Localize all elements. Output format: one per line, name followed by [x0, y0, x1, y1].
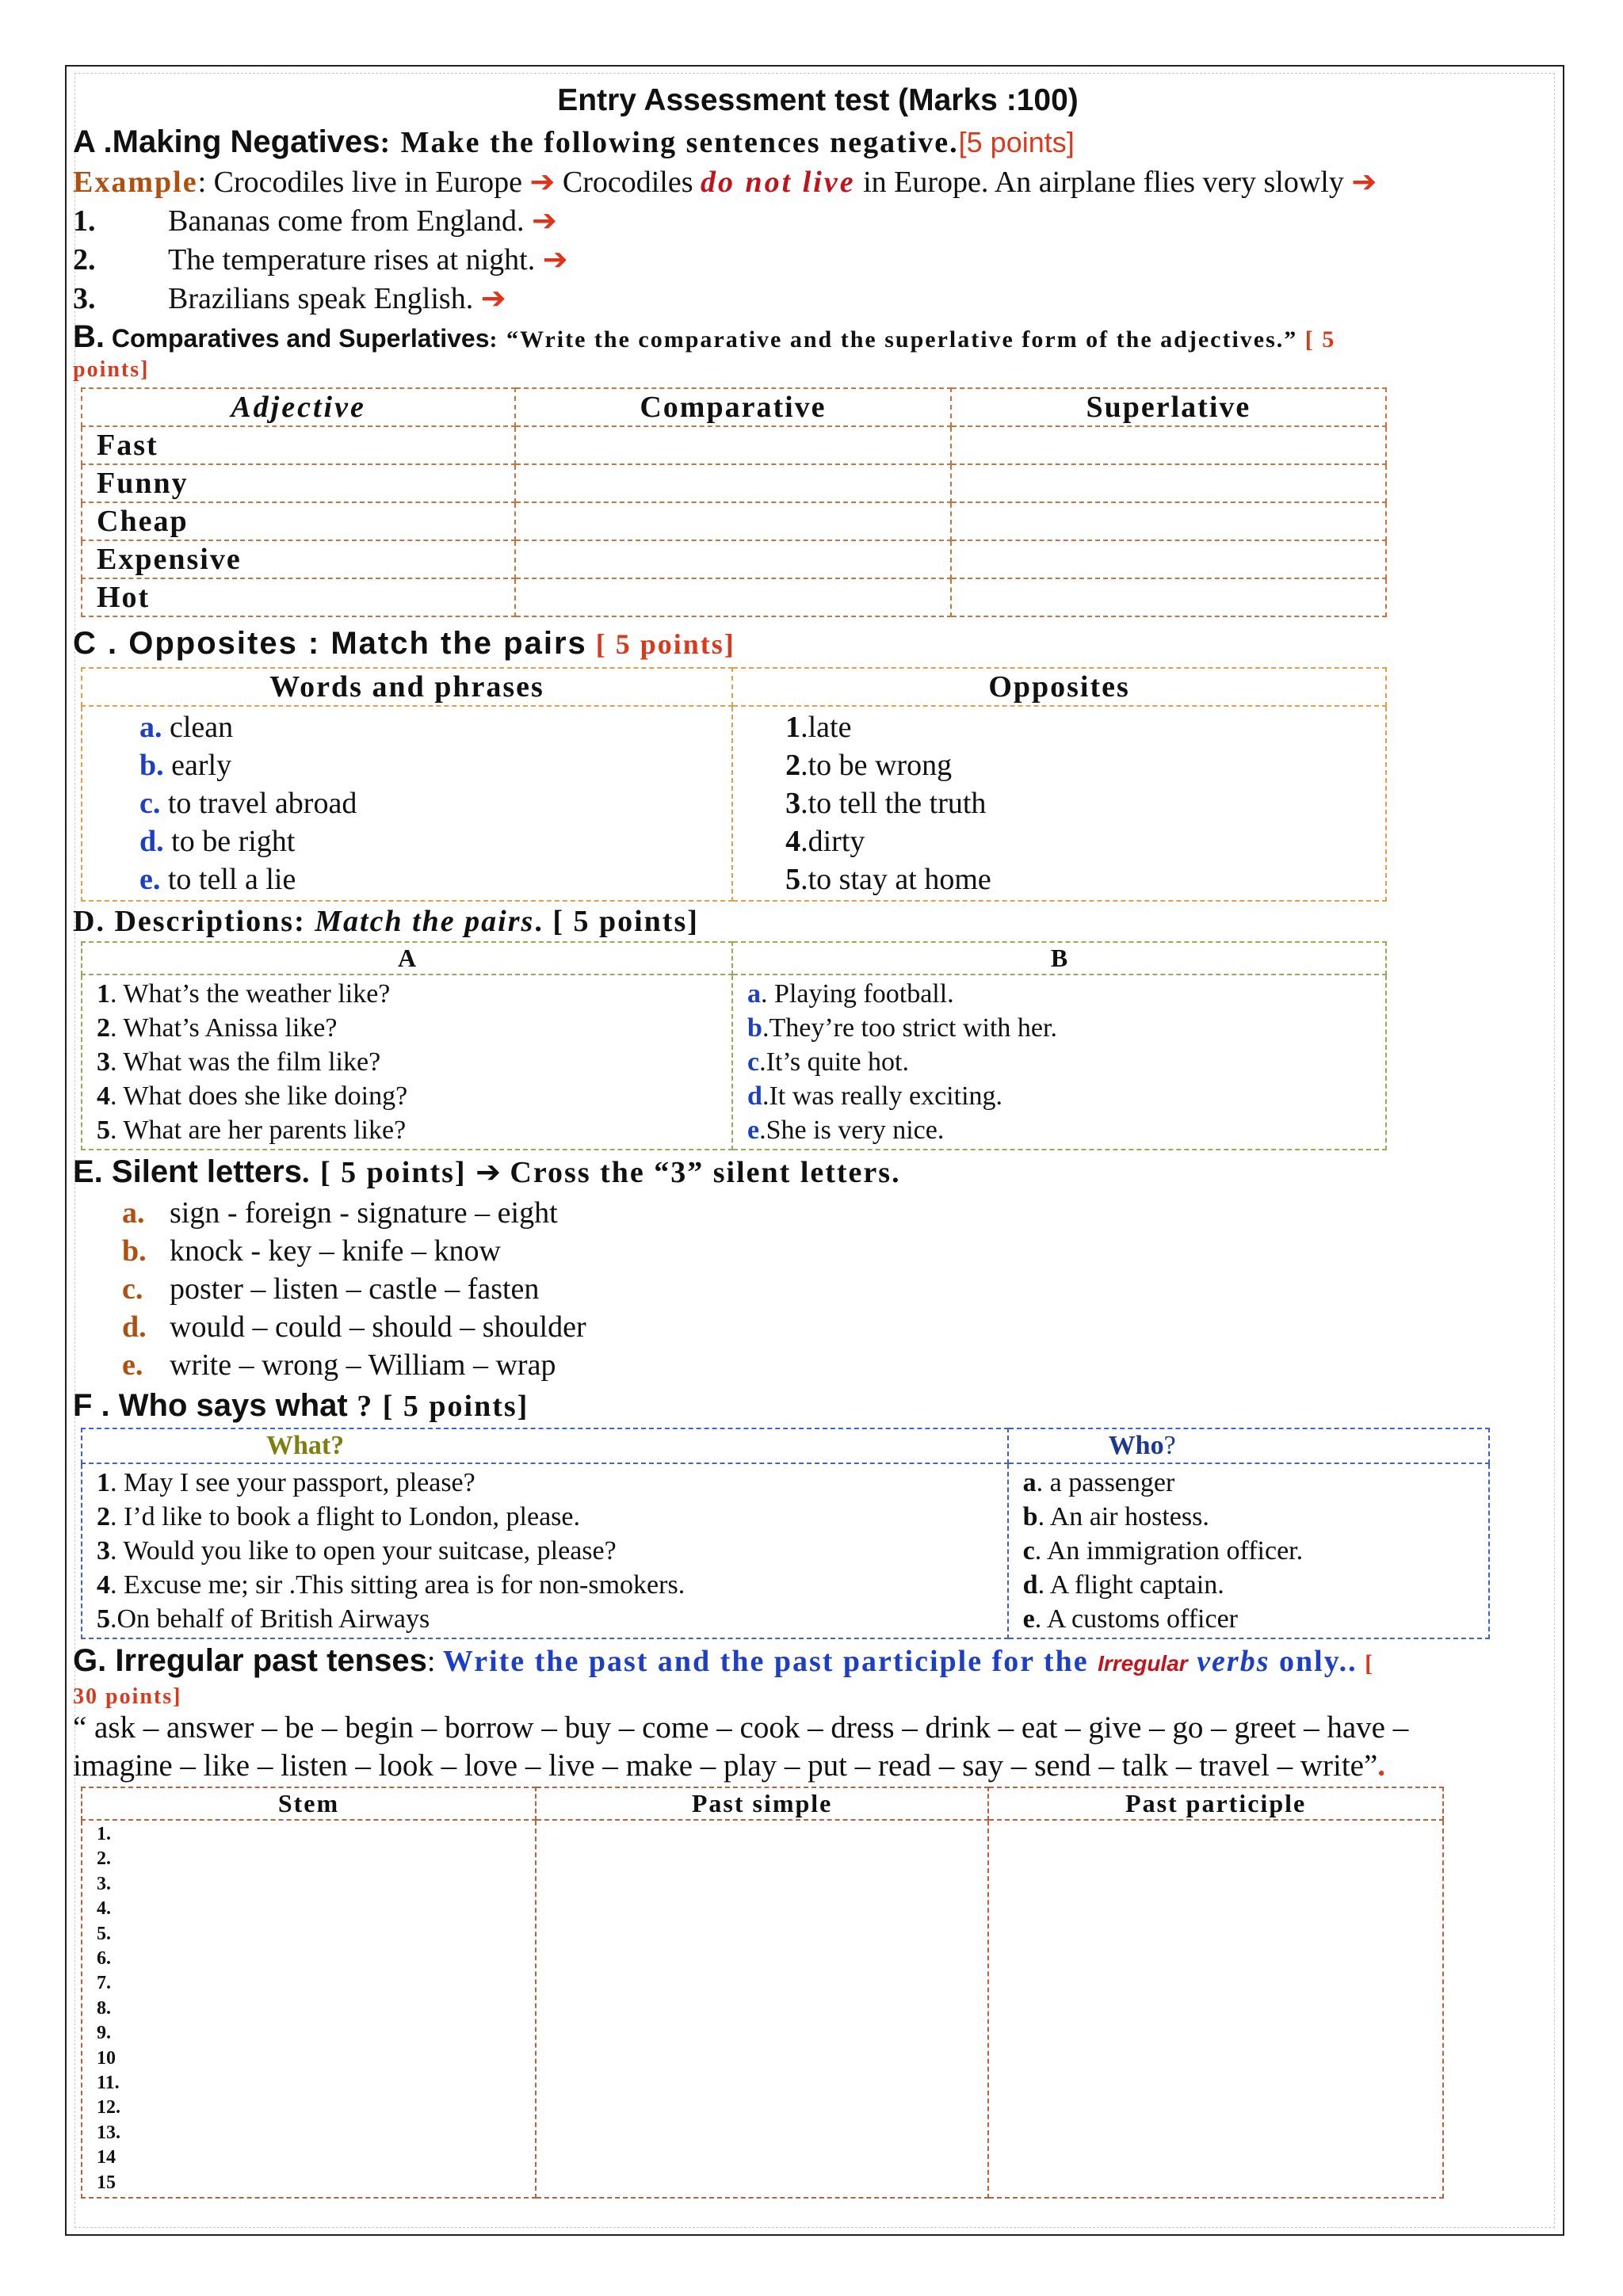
list-item — [1023, 1500, 1488, 1534]
header-a: A — [82, 942, 732, 974]
descriptions-table — [81, 941, 1387, 1150]
row-number: 15 — [97, 2172, 116, 2193]
silent-letters-list — [73, 1194, 1547, 1384]
row-number: 6. — [97, 1948, 111, 1970]
section-a-points: [5 points] — [958, 126, 1075, 158]
list-item — [97, 1011, 731, 1045]
section-c-points: [ 5 points] — [586, 628, 735, 660]
item-text: . What does she like doing? — [110, 1081, 408, 1111]
item-text: . An air hostess. — [1037, 1502, 1209, 1531]
list-item — [97, 1466, 1007, 1500]
adjectives-table — [81, 387, 1387, 617]
verb-list-line-2 — [73, 1747, 1547, 1785]
arrow-icon: ➔ — [475, 1154, 501, 1189]
example-label: Example — [73, 166, 198, 199]
item-text: . An immigration officer. — [1034, 1536, 1304, 1566]
item-letter: e — [747, 1116, 760, 1145]
list-item — [139, 784, 731, 822]
section-g-points-cont: 30 points] — [73, 1684, 182, 1709]
item-text: . What are her parents like? — [110, 1116, 407, 1145]
adjective-cell: Hot — [82, 578, 515, 616]
item-text: would – could – should – shoulder — [170, 1310, 586, 1344]
list-item — [97, 1602, 1007, 1636]
item-text: . A customs officer — [1034, 1604, 1238, 1634]
list-item — [747, 1045, 1385, 1079]
opposites-table — [81, 667, 1387, 902]
item-text: . Playing football. — [761, 979, 954, 1009]
item-text: .late — [800, 711, 852, 744]
section-a-heading — [73, 122, 1547, 162]
header-words: Words and phrases — [82, 668, 732, 706]
list-item — [122, 1194, 1547, 1232]
words-cell — [82, 706, 732, 901]
arrow-icon: ➔ — [542, 242, 568, 277]
superlative-cell[interactable] — [951, 426, 1386, 464]
verb-list-text: “ ask – answer – be – begin – borrow – buy – come – cook – dress – drink – eat – give – go – greet – have – — [73, 1711, 1409, 1745]
list-item — [73, 240, 1547, 279]
section-d-title: D. Descriptions: — [73, 905, 315, 938]
list-item — [122, 1346, 1547, 1384]
item-text: . a passenger — [1036, 1468, 1175, 1497]
item-letter: e — [1022, 1604, 1035, 1634]
adjective-cell: Cheap — [82, 502, 515, 540]
item-text: .On behalf of British Airways — [110, 1604, 430, 1634]
who-list — [1023, 1466, 1488, 1636]
header-past-participle: Past participle — [988, 1787, 1443, 1820]
item-number: 2. — [73, 243, 96, 277]
row-number: 12. — [97, 2097, 120, 2119]
list-item — [139, 860, 731, 898]
table-header-row — [82, 668, 1386, 706]
section-b-heading — [73, 319, 1547, 357]
row-number: 2. — [97, 1848, 111, 1870]
list-item — [1023, 1602, 1488, 1636]
section-b-letter: B. — [73, 319, 105, 354]
superlative-cell[interactable] — [951, 540, 1386, 578]
item-number: 1 — [97, 1468, 110, 1497]
table-row — [82, 540, 1386, 578]
list-item — [1023, 1568, 1488, 1602]
list-item — [139, 822, 731, 860]
comparative-cell[interactable] — [515, 578, 951, 616]
arrow-icon: ➔ — [1351, 164, 1377, 199]
item-text: poster – listen – castle – fasten — [170, 1272, 540, 1306]
item-text: knock - key – knife – know — [170, 1234, 501, 1268]
item-letter: b — [747, 1013, 762, 1043]
section-b-title: Comparatives and Superlatives — [105, 324, 490, 353]
item-number: 2 — [97, 1502, 110, 1531]
header-superlative: Superlative — [951, 388, 1386, 426]
section-b-instruction: : “Write the comparative and the superlative form of the adjectives.” — [489, 326, 1298, 353]
item-text: . May I see your passport, please? — [110, 1468, 475, 1497]
header-adjective: Adjective — [82, 388, 515, 426]
superlative-cell[interactable] — [951, 502, 1386, 540]
list-item — [139, 746, 731, 784]
item-number: 1 — [97, 979, 110, 1009]
example-text-3: in Europe. An airplane flies very slowly — [855, 166, 1352, 199]
item-letter: d — [1022, 1570, 1038, 1600]
list-item — [785, 746, 1385, 784]
item-text: The temperature rises at night. — [168, 243, 543, 277]
what-list — [97, 1466, 1007, 1636]
item-number: 5 — [785, 863, 801, 896]
section-c-title: C . Opposites : Match the pairs — [73, 626, 587, 661]
row-number: 4. — [97, 1898, 111, 1920]
item-number: 1 — [785, 711, 801, 744]
row-number: 8. — [97, 1997, 111, 2019]
verb-list-line-1 — [73, 1709, 1547, 1747]
who-says-what-table — [81, 1428, 1490, 1639]
item-text: .They’re too strict with her. — [762, 1013, 1057, 1043]
item-letter: c. — [139, 787, 161, 820]
questions-list — [97, 977, 731, 1147]
section-g-heading — [73, 1639, 1547, 1685]
irregular-word: Irregular — [1098, 1651, 1188, 1676]
list-item — [785, 822, 1385, 860]
example-emphasis: do not live — [701, 166, 856, 199]
opposites-cell — [732, 706, 1386, 901]
list-item — [97, 1045, 731, 1079]
comparative-cell[interactable] — [515, 502, 951, 540]
header-past-simple: Past simple — [536, 1787, 988, 1820]
item-text: .It was really exciting. — [762, 1081, 1003, 1111]
section-a-example — [73, 162, 1547, 201]
item-number: 3 — [97, 1536, 110, 1566]
item-text: . Would you like to open your suitcase, please? — [110, 1536, 617, 1566]
item-number: 4 — [97, 1081, 110, 1111]
list-item — [785, 784, 1385, 822]
words-list — [139, 708, 731, 898]
adjective-cell: Expensive — [82, 540, 515, 578]
item-number: 2 — [97, 1013, 110, 1043]
section-g-title: G. Irregular past tenses — [73, 1643, 427, 1678]
comparative-cell[interactable] — [515, 540, 951, 578]
verbs-word: verbs — [1187, 1645, 1270, 1678]
item-number: 4 — [97, 1570, 110, 1600]
list-item — [97, 1534, 1007, 1568]
item-letter: a. — [122, 1196, 145, 1230]
item-text: sign - foreign - signature – eight — [170, 1196, 558, 1230]
section-d-heading — [73, 902, 1547, 941]
item-text: to tell a lie — [160, 863, 296, 896]
arrow-icon: ➔ — [532, 203, 557, 238]
list-item — [139, 708, 731, 746]
header-what: What? — [82, 1428, 1008, 1463]
superlative-cell[interactable] — [951, 464, 1386, 502]
item-number: 3. — [73, 282, 96, 315]
section-a-items — [73, 201, 1547, 318]
section-d-instruction: Match the pairs — [315, 905, 535, 938]
item-letter: c — [1022, 1536, 1035, 1566]
list-item — [747, 977, 1385, 1011]
item-number: 1. — [73, 204, 96, 238]
item-letter: a — [747, 979, 762, 1009]
page-title: Entry Assessment test (Marks :100) — [557, 83, 1079, 117]
table-row — [82, 426, 1386, 464]
adjective-cell: Funny — [82, 464, 515, 502]
opposites-list — [785, 708, 1385, 898]
header-opposites: Opposites — [732, 668, 1386, 706]
section-e-points: . [ 5 points] — [301, 1156, 476, 1189]
item-text: Bananas come from England. — [168, 204, 533, 238]
row-number: 5. — [97, 1923, 111, 1944]
header-who-label: Who — [1108, 1431, 1164, 1460]
item-text: early — [163, 749, 232, 782]
list-item — [1023, 1466, 1488, 1500]
section-e-instruction: Cross the “3” silent letters. — [500, 1156, 901, 1189]
table-row — [82, 706, 1386, 901]
item-letter: e. — [122, 1348, 143, 1382]
questions-cell — [82, 974, 732, 1150]
item-text: .It’s quite hot. — [759, 1047, 910, 1077]
section-a-title: A .Making Negatives — [73, 124, 380, 159]
item-text: . A flight captain. — [1037, 1570, 1224, 1600]
item-number: 5 — [97, 1116, 110, 1145]
table-header-row — [82, 1428, 1489, 1463]
item-letter: a. — [139, 711, 162, 744]
row-number: 1. — [97, 1824, 111, 1844]
item-number: 4 — [785, 825, 801, 858]
list-item — [747, 1113, 1385, 1147]
list-item — [97, 1079, 731, 1113]
header-stem: Stem — [82, 1787, 536, 1820]
adjective-cell: Fast — [82, 426, 515, 464]
item-letter: b — [1022, 1502, 1038, 1531]
row-number: 7. — [97, 1973, 111, 1994]
table-row — [82, 974, 1386, 1150]
item-number: 2 — [785, 749, 801, 782]
item-text: to travel abroad — [160, 787, 357, 820]
past-participle-cell[interactable] — [988, 1820, 1443, 2198]
list-item — [73, 201, 1547, 240]
item-letter: c — [747, 1047, 760, 1077]
past-simple-cell[interactable] — [536, 1820, 988, 2198]
comparative-cell[interactable] — [515, 426, 951, 464]
list-item — [73, 279, 1547, 318]
item-letter: a — [1022, 1468, 1037, 1497]
superlative-cell[interactable] — [951, 578, 1386, 616]
table-row — [82, 1820, 1443, 2198]
item-letter: e. — [139, 863, 161, 896]
list-item — [122, 1270, 1547, 1308]
example-text-1: : Crocodiles live in Europe — [197, 166, 530, 199]
who-cell — [1008, 1463, 1489, 1638]
stem-cell[interactable] — [82, 1820, 536, 2198]
item-text: .dirty — [800, 825, 865, 858]
item-letter: d. — [139, 825, 164, 858]
row-number: 13. — [97, 2122, 120, 2143]
list-item — [122, 1308, 1547, 1346]
section-b-points-cont: points] — [73, 357, 150, 382]
irregular-verbs-table — [81, 1787, 1444, 2199]
row-number: 10 — [97, 2047, 116, 2069]
item-text: . I’d like to book a flight to London, please. — [110, 1502, 580, 1531]
row-number: 9. — [97, 2023, 111, 2044]
example-text-2: Crocodiles — [555, 166, 701, 199]
comparative-cell[interactable] — [515, 464, 951, 502]
header-who-mark: ? — [1163, 1431, 1176, 1460]
list-item — [785, 860, 1385, 898]
item-letter: d. — [122, 1310, 147, 1344]
list-item — [97, 977, 731, 1011]
list-item — [785, 708, 1385, 746]
section-f-title: F . Who says what — [73, 1388, 348, 1423]
table-row — [82, 578, 1386, 616]
header-who — [1008, 1428, 1489, 1463]
section-d-points: . [ 5 points] — [534, 905, 699, 938]
what-cell — [82, 1463, 1008, 1638]
item-text: .to be wrong — [800, 749, 953, 782]
only-word: only.. — [1270, 1645, 1358, 1678]
item-text: .to tell the truth — [800, 787, 987, 820]
item-letter: d — [747, 1081, 762, 1111]
list-item — [97, 1568, 1007, 1602]
list-item — [122, 1232, 1547, 1270]
row-number: 11. — [97, 2073, 120, 2094]
item-letter: b. — [122, 1234, 147, 1268]
verb-list-end: . — [1377, 1749, 1386, 1783]
item-number: 3 — [785, 787, 801, 820]
header-b: B — [732, 942, 1386, 974]
item-text: Brazilians speak English. — [168, 282, 481, 315]
item-text: . What’s the weather like? — [110, 979, 391, 1009]
worksheet — [73, 79, 1547, 2199]
item-text: .to stay at home — [800, 863, 991, 896]
section-g-colon: : — [426, 1645, 443, 1678]
answers-list — [747, 977, 1385, 1147]
section-b-points: [ 5 — [1297, 326, 1336, 353]
item-number: 5 — [97, 1604, 110, 1634]
item-text: . What was the film like? — [110, 1047, 381, 1077]
row-number: 3. — [97, 1873, 111, 1894]
table-header-row — [82, 1787, 1443, 1820]
arrow-icon: ➔ — [529, 164, 556, 199]
section-e-heading — [73, 1150, 1547, 1194]
section-c-heading — [73, 620, 1547, 667]
item-text: write – wrong – William – wrap — [170, 1348, 556, 1382]
section-g-instruction: Write the past and the past participle for the — [442, 1645, 1098, 1678]
arrow-icon: ➔ — [480, 280, 506, 315]
header-comparative: Comparative — [515, 388, 951, 426]
section-e-title: E. Silent letters — [73, 1154, 302, 1189]
list-item — [97, 1500, 1007, 1534]
section-f-heading — [73, 1384, 1547, 1428]
item-text: .She is very nice. — [759, 1116, 945, 1145]
section-a-instruction: : Make the following sentences negative. — [380, 126, 959, 159]
item-text: clean — [162, 711, 234, 744]
list-item — [747, 1011, 1385, 1045]
item-letter: c. — [122, 1272, 143, 1306]
answers-cell — [732, 974, 1386, 1150]
item-number: 3 — [97, 1047, 110, 1077]
table-header-row — [82, 942, 1386, 974]
list-item — [747, 1079, 1385, 1113]
verb-list-text: imagine – like – listen – look – love – live – make – play – put – read – say – send – talk – travel – write” — [73, 1749, 1378, 1783]
list-item — [1023, 1534, 1488, 1568]
item-text: . Excuse me; sir .This sitting area is for non-smokers. — [110, 1570, 685, 1600]
item-text: to be right — [163, 825, 296, 858]
item-text: . What’s Anissa like? — [110, 1013, 338, 1043]
list-item — [97, 1113, 731, 1147]
table-header-row — [82, 388, 1386, 426]
section-f-points: ? [ 5 points] — [347, 1390, 529, 1423]
table-row — [82, 502, 1386, 540]
section-g-points: [ — [1357, 1650, 1375, 1676]
stem-numbers — [97, 1822, 535, 2195]
table-row — [82, 1463, 1489, 1638]
row-number: 14 — [97, 2147, 116, 2168]
table-row — [82, 464, 1386, 502]
item-letter: b. — [139, 749, 164, 782]
